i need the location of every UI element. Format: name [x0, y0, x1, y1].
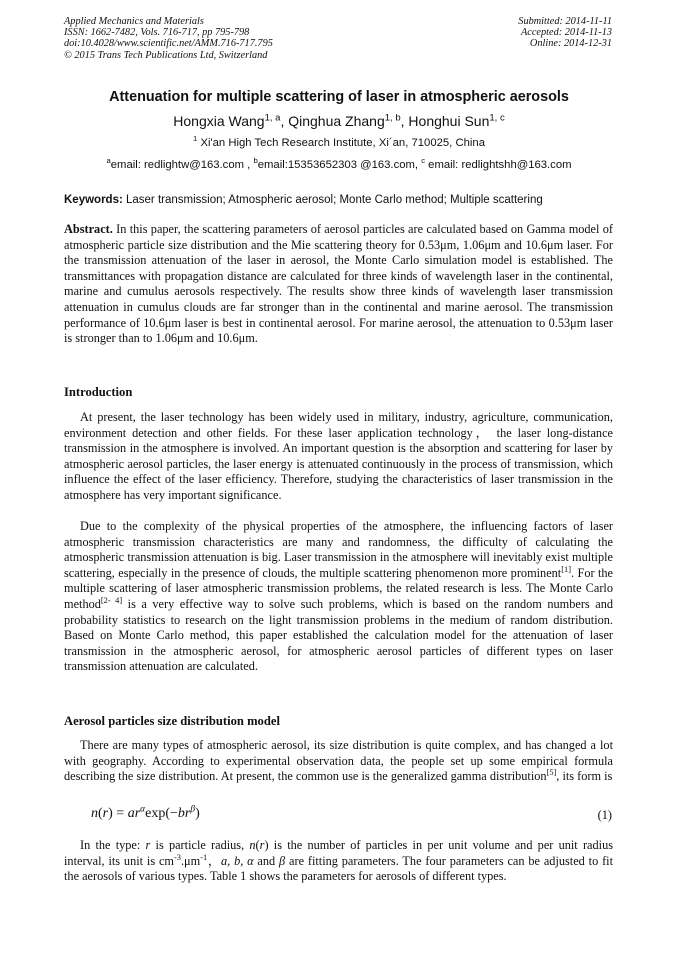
journal-issn: ISSN: 1662-7482, Vols. 716-717, pp 795-798	[64, 27, 250, 39]
citation[interactable]: [5]	[546, 768, 557, 778]
email-link[interactable]: email: redlightw@163.com ,	[110, 159, 254, 171]
author-affil-sup: 1, c	[489, 112, 505, 124]
email-link[interactable]: email:15353652303 @163.com,	[257, 159, 422, 171]
section-heading-aerosol: Aerosol particles size distribution model	[64, 714, 280, 728]
author-affil-sup: 1, b	[384, 112, 401, 124]
journal-info	[64, 16, 273, 61]
author-name: Honghui Sun	[408, 113, 490, 129]
accepted-date: Accepted: 2014-11-13	[520, 27, 612, 39]
abstract	[64, 222, 613, 347]
citation[interactable]: [2- 4]	[100, 595, 123, 605]
keywords-label: Keywords:	[64, 194, 123, 206]
online-date: Online: 2014-12-31	[529, 38, 612, 50]
equation-gamma-distribution: $n(r) = ar^\alpha\exp(-br^\beta)$	[91, 804, 200, 821]
intro-paragraph-1: At present, the laser technology has been widely used in military, industry, agriculture, communication, environment detection and other fields. For these laser application technology， the laser long-distance transmission in the atmosphere is involved. An important question is the absorption and scattering for laser by atmospheric aerosol particles, the laser energy is attenuated continuously in the process of transmission, which influence the effect of the laser efficiency. Therefore, studying the characteristics of laser transmission in the atmosphere has very important significance.	[64, 410, 613, 502]
submitted-date: Submitted: 2014-11-11	[518, 16, 612, 27]
author-affil-sup: 1, a	[264, 112, 281, 124]
abstract-text: In this paper, the scattering parameters of aerosol particles are calculated based on Gamma model of atmospheric particle size distribution and the Mie scattering theory for 0.53μm, 1.06μm and 10.6μm laser. For the transmission attenuation of the laser in aerosol, the Monte Carlo simulation model is established. The transmittances with propagation distance are calculated for three kinds of wavelength laser in the continental, marine and cumulus aerosols respectively. The results show three kinds of wavelength laser transmission attenuation in cumulus clouds are far stronger than in the continental and marine aerosol. The transmission performance of 10.6μm laser is best in continental aerosol. For marine aerosol, the attenuation to 0.53μm laser is stronger than to 1.06μm and 10.6μm.	[64, 222, 613, 346]
section-heading-introduction: Introduction	[64, 385, 133, 399]
author-list: Hongxia Wang$^{1, a}$, Qinghua Zhang$^{1, b}$, Honghui Sun$^{1, c}$	[173, 112, 505, 129]
paper-title: Attenuation for multiple scattering of laser in atmospheric aerosols	[109, 89, 569, 105]
submission-dates	[518, 16, 612, 50]
author-name: Qinghua Zhang	[288, 113, 385, 129]
aerosol-paragraph-1: There are many types of atmospheric aerosol, its size distribution is quite complex, and has changed a lot with geography. According to experimental observation data, the people set up some empirical formula describing the size distribution. At present, the common use is the generalized gamma distribution[5], its form is	[64, 738, 613, 784]
journal-copyright: © 2015 Trans Tech Publications Ltd, Switzerland	[64, 49, 268, 61]
aerosol-paragraph-2: In the type: r is particle radius, n(r) is the number of particles in per unit volume and per unit radius interval, its unit is $cm^{-3}.\mu m^{-1}$，a, b, α and β are fitting parameters. The four parameters can be adjusted to fit the aerosols of various types. Table 1 shows the parameters for aerosols of different types.	[64, 838, 613, 884]
journal-name: Applied Mechanics and Materials	[64, 16, 204, 27]
affiliation: $^1$ Xi'an High Tech Research Institute, Xi´an, 710025, China	[193, 134, 485, 149]
journal-doi: doi:10.4028/www.scientific.net/AMM.716-717.795	[64, 38, 273, 50]
keywords	[64, 194, 616, 206]
intro-paragraph-2: Due to the complexity of the physical properties of the atmosphere, the influencing factors of laser atmospheric transmission characteristics are many and randomness, the difficulty of calculating the atmospheric transmission attenuation is big. Laser transmission in the atmosphere will inevitably exist multiple scattering, especially in the presence of clouds, the multiple scattering phenomenon more prominent[1]. For the multiple scattering of laser atmospheric transmission problems, the related research is less. The Monte Carlo method[2- 4] is a very effective way to solve such problems, which is based on the random numbers and probability statistics to research on the light transmission problems in the medium of random distribution. Based on Monte Carlo method, this paper established the calculation model for the attenuation of laser transmission in the atmospheric aerosol, for atmospheric aerosol particles of different types on laser transmission attenuation are calculated.	[64, 519, 614, 674]
abstract-label: Abstract.	[64, 222, 113, 236]
equation-number: (1)	[597, 808, 612, 822]
author-emails: $^a$email: redlightw@163.com , $^b$email:15353652303 @163.com, $^c$ email: redlightshh@163.com	[106, 156, 572, 171]
author-name: Hongxia Wang	[173, 113, 265, 129]
email-link[interactable]: email: redlightshh@163.com	[425, 159, 572, 171]
citation[interactable]: [1]	[561, 564, 571, 574]
keywords-text: Laser transmission; Atmospheric aerosol; Monte Carlo method; Multiple scattering	[122, 194, 543, 206]
